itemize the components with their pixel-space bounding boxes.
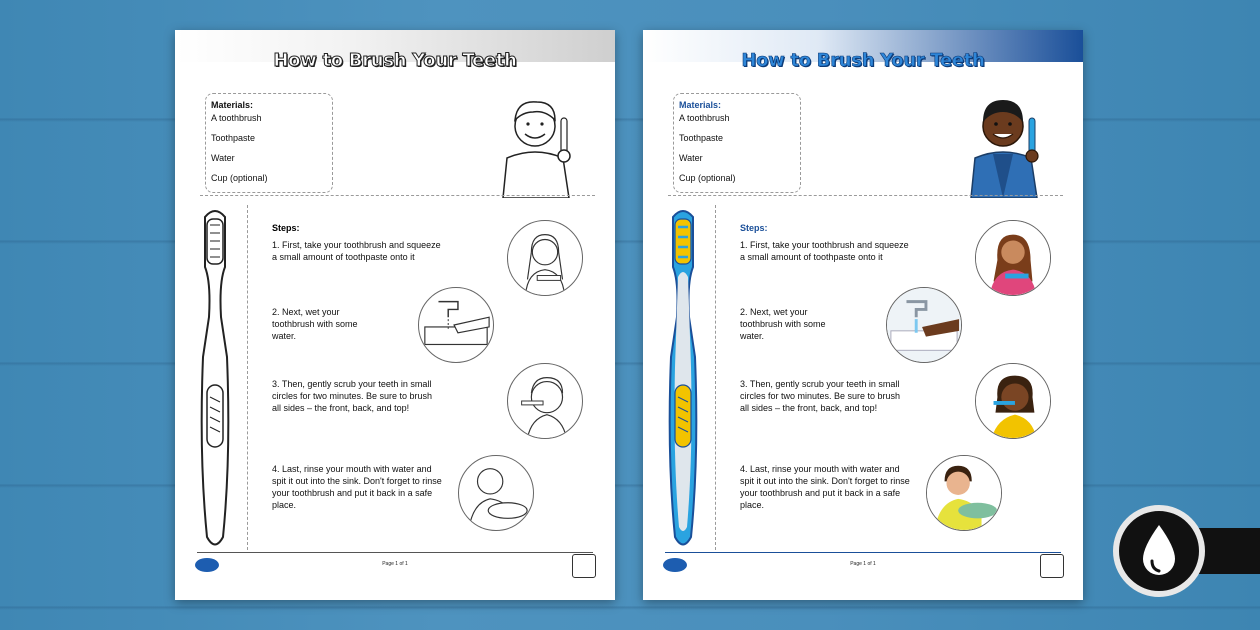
page-number: Page 1 of 1	[850, 561, 876, 567]
brushing-teeth-icon	[975, 363, 1051, 439]
section-divider	[200, 195, 595, 196]
step-text: 1. First, take your toothbrush and squeeze a small amount of toothpaste onto it	[740, 240, 909, 262]
step-text: 4. Last, rinse your mouth with water and spit it out into the sink. Don't forget to rinse your toothbrush and put it back in a safe place.	[740, 464, 910, 510]
squeeze-toothpaste-icon	[507, 220, 583, 296]
step-text: 4. Last, rinse your mouth with water and spit it out into the sink. Don't forget to rinse your toothbrush and put it back in a safe place.	[272, 464, 442, 510]
worksheet-title: How to Brush Your Teeth	[273, 50, 517, 71]
material-item: Toothpaste	[211, 133, 256, 143]
materials-heading: Materials:	[211, 100, 254, 110]
toothbrush-icon	[661, 207, 705, 552]
materials-box	[673, 93, 801, 193]
materials-heading: Materials:	[679, 100, 722, 110]
material-item: Cup (optional)	[211, 173, 268, 183]
worksheet-title: How to Brush Your Teeth	[741, 50, 985, 71]
ink-drop-icon	[1119, 511, 1199, 591]
footer-rule	[197, 552, 593, 553]
toothbrush-icon	[193, 207, 237, 552]
worksheet-black-and-white	[175, 30, 615, 600]
step-text: 3. Then, gently scrub your teeth in small circles for two minutes. Be sure to brush all sides – the front, back, and top!	[740, 379, 901, 413]
certification-badge	[572, 554, 596, 578]
column-divider	[715, 205, 716, 550]
child-with-toothbrush-icon	[953, 88, 1053, 198]
step-text: 1. First, take your toothbrush and squeeze a small amount of toothpaste onto it	[272, 240, 441, 262]
material-item: Toothpaste	[679, 133, 724, 143]
footer-rule	[665, 552, 1061, 553]
step-text: 3. Then, gently scrub your teeth in small circles for two minutes. Be sure to brush all sides – the front, back, and top!	[272, 379, 433, 413]
page-number: Page 1 of 1	[382, 561, 408, 567]
rinse-sink-icon	[458, 455, 534, 531]
child-with-toothbrush-icon	[485, 88, 585, 198]
rinse-sink-icon	[926, 455, 1002, 531]
ink-saving-badge	[1113, 505, 1205, 597]
material-item: Water	[679, 153, 703, 163]
materials-box	[205, 93, 333, 193]
squeeze-toothpaste-icon	[975, 220, 1051, 296]
steps-heading: Steps:	[272, 223, 300, 233]
steps-heading: Steps:	[740, 223, 768, 233]
material-item: Water	[211, 153, 235, 163]
material-item: A toothbrush	[211, 113, 262, 123]
tap-water-icon	[886, 287, 962, 363]
material-item: A toothbrush	[679, 113, 730, 123]
section-divider	[668, 195, 1063, 196]
brushing-teeth-icon	[507, 363, 583, 439]
certification-badge	[1040, 554, 1064, 578]
worksheet-colour	[643, 30, 1083, 600]
material-item: Cup (optional)	[679, 173, 736, 183]
column-divider	[247, 205, 248, 550]
tap-water-icon	[418, 287, 494, 363]
step-text: 2. Next, wet your toothbrush with some water.	[272, 307, 358, 341]
step-text: 2. Next, wet your toothbrush with some water.	[740, 307, 826, 341]
